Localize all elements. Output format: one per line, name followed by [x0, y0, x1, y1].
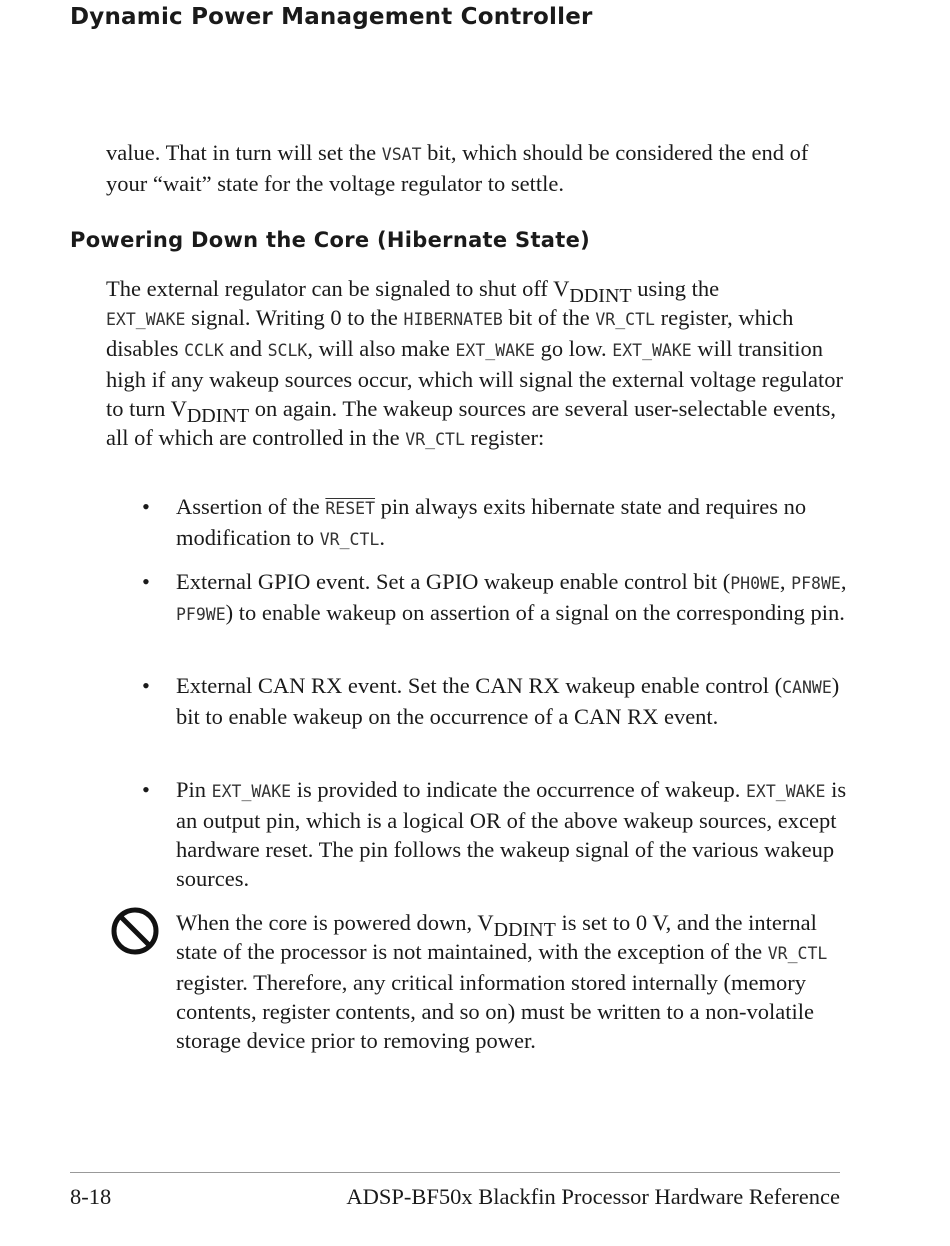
list-item: • Assertion of the RESET pin always exits hibernate state and requires no modification to VR_CTL.	[142, 494, 807, 550]
section-heading: Powering Down the Core (Hibernate State)	[70, 228, 591, 252]
body-paragraph: The external regulator can be signaled to shut off $V_{DDINT}$ using the EXT_WAKE signal. Writing 0 to the HIBERNATEB bit of the VR_CTL register, which disables CCLK and SCLK, will also make EXT_WAKE go low. EXT_WAKE will transition high if any wakeup sources occur, which will signal the external voltage regulator to turn $V_{DDINT}$ on again. The wakeup sources are several user-selectable events, all of which are controlled in the VR_CTL register:	[106, 276, 843, 450]
page-number: 8-18	[70, 1184, 112, 1209]
list-item: • Pin EXT_WAKE is provided to indicate the occurrence of wakeup. EXT_WAKE is an output pin, which is a logical OR of the above wakeup sources, except hardware reset. The pin follows the wakeup signal of the various wakeup sources.	[142, 777, 847, 891]
prohibited-icon	[110, 906, 160, 956]
footer-document-title: ADSP-BF50x Blackfin Processor Hardware Reference	[346, 1184, 840, 1209]
code-text: VSAT	[381, 145, 422, 164]
list-item: • External CAN RX event. Set the CAN RX wakeup enable control (CANWE) bit to enable wakeup on the occurrence of a CAN RX event.	[142, 673, 840, 729]
bullet-marker: •	[142, 777, 150, 802]
bullet-marker: •	[142, 494, 150, 519]
intro-paragraph: value. That in turn will set the VSAT bit, which should be considered the end of your “wait” state for the voltage regulator to settle.	[106, 140, 809, 196]
bullet-marker: •	[142, 569, 150, 594]
bullet-marker: •	[142, 673, 150, 698]
list-item: • External GPIO event. Set a GPIO wakeup enable control bit (PH0WE, PF8WE, PF9WE) to enable wakeup on assertion of a signal on the corresponding pin.	[142, 569, 847, 625]
warning-note: When the core is powered down, $V_{DDINT}$ is set to 0 V, and the internal state of the processor is not maintained, with the exception of the VR_CTL register. Therefore, any critical information stored internally (memory contents, register contents, and so on) must be written to a non-volatile storage device prior to removing power.	[176, 910, 828, 1053]
footer-divider	[70, 1172, 840, 1173]
page-header-title: Dynamic Power Management Controller	[70, 4, 593, 30]
